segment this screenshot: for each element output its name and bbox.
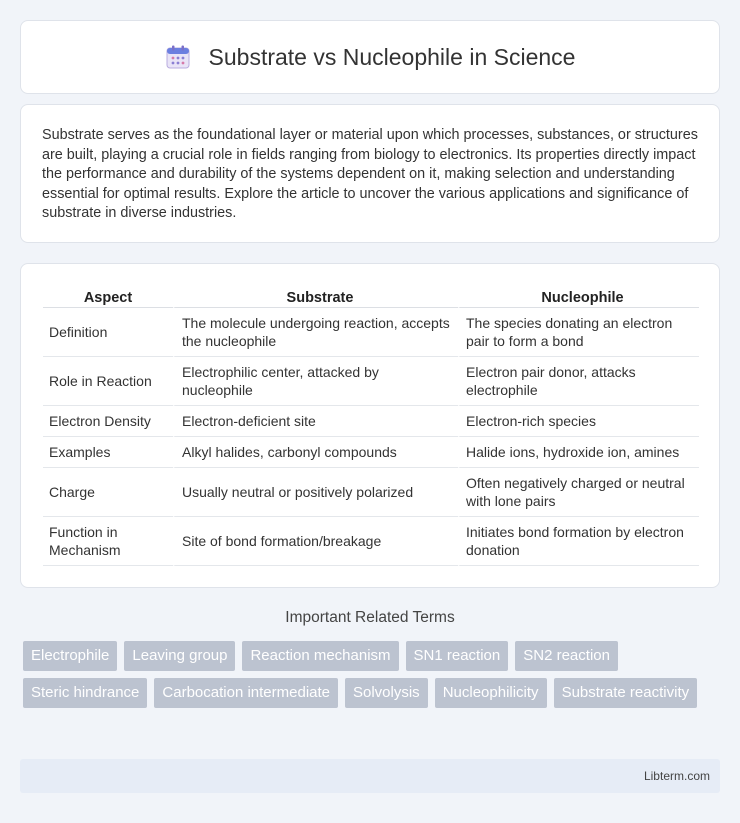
related-terms-list (23, 641, 723, 708)
table-row (43, 308, 699, 357)
related-term-tag[interactable]: SN1 reaction (406, 641, 509, 671)
cell-substrate: Usually neutral or positively polarized (173, 468, 458, 517)
header-nucleophile: Nucleophile (458, 286, 699, 308)
table-row (43, 468, 699, 517)
intro-card (20, 104, 720, 243)
cell-substrate: The molecule undergoing reaction, accepts the nucleophile (173, 308, 458, 357)
related-term-tag[interactable]: Reaction mechanism (242, 641, 398, 671)
cell-substrate: Electrophilic center, attacked by nucleophile (173, 357, 458, 406)
cell-substrate: Site of bond formation/breakage (173, 517, 458, 566)
table-header-row (43, 286, 699, 308)
page-title: Substrate vs Nucleophile in Science (208, 43, 576, 70)
header-substrate: Substrate (173, 286, 458, 308)
table-row (43, 406, 699, 437)
footer (20, 759, 720, 793)
cell-nucleophile: Electron-rich species (458, 406, 699, 437)
related-term-tag[interactable]: Leaving group (124, 641, 235, 671)
related-term-tag[interactable]: Carbocation intermediate (154, 678, 338, 708)
table-row (43, 437, 699, 468)
cell-aspect: Role in Reaction (43, 357, 173, 406)
cell-substrate: Electron-deficient site (173, 406, 458, 437)
table-row (43, 357, 699, 406)
calendar-icon (165, 44, 191, 70)
cell-nucleophile: Electron pair donor, attacks electrophile (458, 357, 699, 406)
header-aspect: Aspect (43, 286, 173, 308)
cell-nucleophile: The species donating an electron pair to form a bond (458, 308, 699, 357)
cell-aspect: Examples (43, 437, 173, 468)
cell-substrate: Alkyl halides, carbonyl compounds (173, 437, 458, 468)
related-term-tag[interactable]: SN2 reaction (515, 641, 618, 671)
footer-brand-link[interactable]: Libterm.com (643, 769, 710, 783)
header (165, 44, 576, 71)
related-term-tag[interactable]: Steric hindrance (23, 678, 147, 708)
cell-aspect: Charge (43, 468, 173, 517)
related-term-tag[interactable]: Substrate reactivity (554, 678, 698, 708)
related-term-tag[interactable]: Nucleophilicity (435, 678, 547, 708)
header-card (20, 20, 720, 94)
related-term-tag[interactable]: Solvolysis (345, 678, 428, 708)
cell-nucleophile: Initiates bond formation by electron donation (458, 517, 699, 566)
cell-aspect: Function in Mechanism (43, 517, 173, 566)
cell-nucleophile: Halide ions, hydroxide ion, amines (458, 437, 699, 468)
related-terms-title: Important Related Terms (285, 609, 455, 626)
table-row (43, 517, 699, 566)
cell-aspect: Definition (43, 308, 173, 357)
cell-nucleophile: Often negatively charged or neutral with lone pairs (458, 468, 699, 517)
comparison-table (43, 286, 699, 566)
comparison-card (20, 263, 720, 588)
intro-paragraph: Substrate serves as the foundational layer or material upon which processes, substances, or structures are built, playing a crucial role in fields ranging from biology to electronics. Its properties directly impact the performance and durability of the systems dependent on it, making selection and understanding essential for optimal results. Explore the article to uncover the various applications and significance of substrate in diverse industries. (42, 127, 698, 222)
cell-aspect: Electron Density (43, 406, 173, 437)
related-term-tag[interactable]: Electrophile (23, 641, 117, 671)
